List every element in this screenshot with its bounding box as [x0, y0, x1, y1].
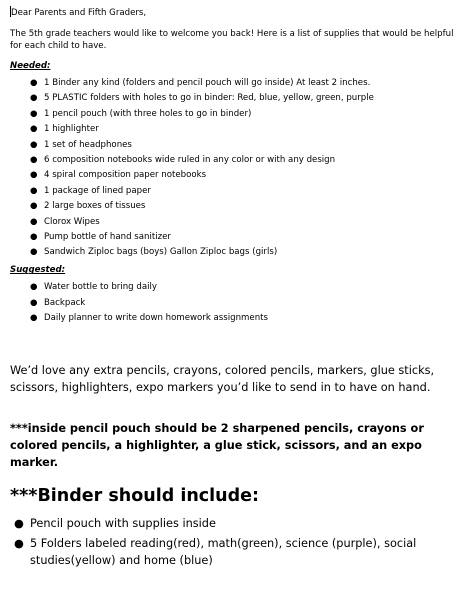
- bullet-icon: ●: [30, 154, 38, 165]
- bullet-icon: ●: [30, 78, 38, 88]
- bullet-icon: ●: [30, 216, 38, 227]
- list-item: [10, 231, 455, 243]
- list-item-text: 1 Binder any kind (folders and pencil pouch will go inside) At least 2 inches.: [44, 78, 371, 88]
- bullet-icon: ●: [30, 93, 38, 104]
- bullet-icon: ●: [30, 231, 38, 242]
- binder-list: [10, 515, 455, 569]
- pencil-pouch-note: ***inside pencil pouch should be 2 sharpened pencils, crayons or colored pencils, a highlighter, a glue stick, scissors, and an expo marker.: [10, 422, 424, 470]
- bullet-icon: ●: [30, 297, 38, 308]
- bullet-icon: ●: [30, 247, 38, 258]
- list-item: [10, 297, 455, 309]
- needed-heading: Needed:: [10, 61, 51, 71]
- list-item-text: Backpack: [44, 297, 86, 308]
- list-item-text: Pump bottle of hand sanitizer: [44, 231, 171, 242]
- bullet-icon: ●: [30, 170, 38, 181]
- list-item: [10, 216, 455, 228]
- list-item-text: 5 Folders labeled reading(red), math(green), science (purple), social studies(yellow) and home (blue): [30, 537, 417, 568]
- suggested-heading: Suggested:: [10, 265, 66, 276]
- list-item: [10, 515, 455, 532]
- bullet-icon: ●: [14, 517, 24, 531]
- needed-list: [10, 77, 455, 258]
- list-item-text: 1 pencil pouch (with three holes to go in binder): [44, 108, 252, 119]
- list-item: [10, 185, 455, 197]
- list-item-text: Water bottle to bring daily: [44, 282, 157, 293]
- bullet-icon: ●: [30, 139, 38, 150]
- bullet-icon: ●: [14, 537, 24, 551]
- greeting-line: [10, 6, 455, 19]
- list-item: [10, 139, 455, 151]
- list-item: [10, 169, 455, 181]
- suggested-list: [10, 281, 455, 324]
- list-item-text: Daily planner to write down homework assignments: [44, 313, 268, 324]
- bullet-icon: ●: [30, 282, 38, 293]
- bullet-icon: ●: [30, 313, 38, 324]
- list-item: [10, 123, 455, 135]
- binder-heading: ***Binder should include:: [10, 486, 260, 507]
- list-item-text: 1 set of headphones: [44, 139, 132, 150]
- list-item: [10, 246, 455, 258]
- list-item-text: Pencil pouch with supplies inside: [30, 517, 216, 531]
- list-item-text: Sandwich Ziploc bags (boys) Gallon Ziploc bags (girls): [44, 247, 278, 258]
- list-item-text: 4 spiral composition paper notebooks: [44, 170, 207, 181]
- list-item: [10, 154, 455, 166]
- list-item: [10, 108, 455, 120]
- list-item-text: Clorox Wipes: [44, 216, 100, 227]
- bullet-icon: ●: [30, 124, 38, 135]
- bullet-icon: ●: [30, 108, 38, 119]
- list-item: [10, 281, 455, 293]
- list-item-text: 6 composition notebooks wide ruled in any color or with any design: [44, 154, 336, 165]
- extras-paragraph: We’d love any extra pencils, crayons, colored pencils, markers, glue sticks, scissors, highlighters, expo markers you’d like to send in to have on hand.: [10, 364, 435, 395]
- intro-paragraph: The 5th grade teachers would like to welcome you back! Here is a list of supplies that would be helpful for each child to have.: [10, 29, 454, 51]
- list-item: [10, 535, 455, 569]
- bullet-icon: ●: [30, 201, 38, 212]
- list-item: [10, 92, 455, 104]
- list-item: [10, 312, 455, 324]
- list-item: [10, 200, 455, 212]
- list-item-text: 2 large boxes of tissues: [44, 201, 146, 212]
- list-item-text: 5 PLASTIC folders with holes to go in binder: Red, blue, yellow, green, purple: [44, 93, 374, 104]
- greeting-text: Dear Parents and Fifth Graders,: [11, 8, 147, 18]
- list-item: [10, 77, 455, 89]
- bullet-icon: ●: [30, 185, 38, 196]
- list-item-text: 1 package of lined paper: [44, 185, 151, 196]
- list-item-text: 1 highlighter: [44, 124, 99, 135]
- document-page: [10, 6, 455, 572]
